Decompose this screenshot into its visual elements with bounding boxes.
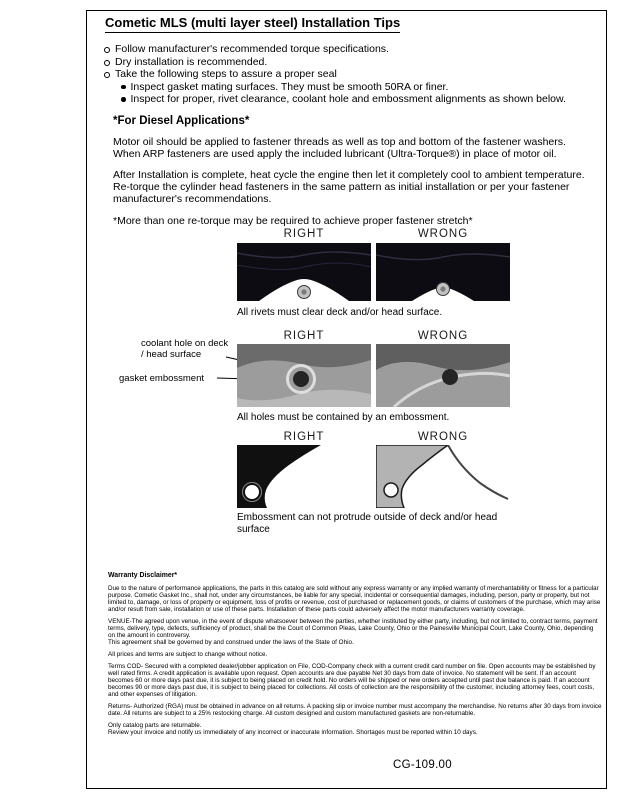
disclaimer-heading: Warranty Disclaimer* — [108, 572, 178, 579]
right-column-header: RIGHT — [283, 431, 325, 443]
diesel-paragraph: *More than one re-torque may be required to achieve proper fastener stretch* — [113, 214, 473, 227]
open-bullet-icon — [104, 60, 110, 66]
embossment-wrong-diagram — [376, 344, 510, 407]
diesel-applications-section — [113, 116, 593, 238]
wrong-column-header: WRONG — [417, 330, 469, 342]
diesel-paragraph: Motor oil should be applied to fastener threads as well as top and bottom of the fastener washers. When ARP fasteners are used apply the included lubricant (Ultra-Torque®) in place of motor oil. — [113, 135, 566, 160]
list-item — [104, 56, 594, 69]
tip-text: Inspect for proper, rivet clearance, coolant hole and embossment alignments as shown below. — [130, 93, 566, 106]
installation-tips-list — [104, 43, 594, 106]
filled-bullet-icon — [121, 97, 126, 102]
open-bullet-icon — [104, 72, 110, 78]
page-title-text: Cometic MLS (multi layer steel) Installation Tips — [105, 15, 400, 33]
diesel-heading: *For Diesel Applications* — [113, 115, 250, 127]
protrusion-right-diagram — [237, 445, 371, 508]
protrusion-caption: Embossment can not protrude outside of deck and/or head surface — [237, 512, 498, 535]
diesel-paragraph: After Installation is complete, heat cycle the engine then let it completely cool to ambient temperature. Re-torque the cylinder head fasteners in the same pattern as initial installation or per your fastener manufacturer's recommendations. — [113, 169, 585, 205]
right-column-header: RIGHT — [283, 330, 325, 342]
filled-bullet-icon — [121, 85, 126, 90]
disclaimer-paragraph: Returns- Authorized (RGA) must be obtained in advance on all returns. A packing slip or invoice number must accompany the merchandise. No returns after 30 days from invoice date. All returns are subject to a 25% restocking charge. All custom designed and custom manufactured gaskets are non-returnable. — [108, 703, 602, 717]
page-title — [105, 15, 400, 30]
disclaimer-paragraph: Due to the nature of performance applications, the parts in this catalog are sold without any express warranty or any implied warranty of merchantability or fitness for a particular purpose. Cometic Gasket Inc., shall not, under any circumstances, be liable for any special, incidental or consequential damages, including, person, party or property, but not limited to, damage, or loss of property or equipment, loss of profits or revenue, cost of purchased or replacement goods, or claims of customers of the purchase, which may arise and/or result from sale, installation or use of these parts. Installation of these parts could adversely affect the motor manufacturers warranty coverage. — [108, 585, 601, 613]
list-item — [121, 93, 594, 106]
embossment-inside-image — [237, 445, 371, 508]
disclaimer-paragraph: Review your invoice and notify us immediately of any incorrect or inaccurate information. Shortages must be reported within 10 days. — [108, 729, 478, 736]
tip-text: Take the following steps to assure a proper seal — [115, 68, 337, 81]
wrong-column-header: WRONG — [417, 228, 469, 240]
tip-text: Dry installation is recommended. — [115, 55, 268, 68]
disclaimer-paragraph: Terms COD- Secured with a completed dealer/jobber application on File, COD-Company check with a current credit card number on file. Open accounts may be established by well rated firms. A credit application is available upon request. Open accounts are due payable Net 30 days from date of invoice. No statement will be sent. If an account becomes 60 or more days past due, it is subject to being placed on credit hold. No orders will be shipped or new orders accepted until past due balance is paid. If an account becomes 90 or more days past due, it is subject to being placed for collections. All costs of collection are the responsibility of the customer, including attorney fees, court costs, and other expenses of litigation. — [108, 663, 596, 698]
list-item — [104, 43, 594, 56]
rivet-caption: All rivets must clear deck and/or head surface. — [237, 307, 443, 318]
disclaimer-paragraph: This agreement shall be governed by and construed under the laws of the State of Ohio. — [108, 639, 354, 646]
hole-not-contained-image — [376, 344, 510, 407]
rivet-clear-image — [237, 243, 371, 301]
wrong-column-header: WRONG — [417, 431, 469, 443]
list-item — [121, 81, 594, 94]
coolant-hole-label: coolant hole on deck / head surface — [141, 338, 229, 360]
embossment-protruding-image — [376, 445, 510, 508]
page-number: CG-109.00 — [393, 759, 452, 771]
open-bullet-icon — [104, 47, 110, 53]
rivet-wrong-diagram — [376, 243, 510, 301]
tip-text: Inspect gasket mating surfaces. They must be smooth 50RA or finer. — [130, 80, 449, 93]
disclaimer-paragraph: All prices and terms are subject to change without notice. — [108, 651, 268, 658]
protrusion-wrong-diagram — [376, 445, 510, 508]
disclaimer-paragraph: VENUE-The agreed upon venue, in the event of dispute whatsoever between the parties, whether instituted by either party, including, but not limited to, contract terms, payment terms, delivery, type, defects, sufficiency of product, shall be the Court of Common Pleas, Lake County, Ohio or the Painesville Municipal Court, Lake County, Ohio, depending on the amount in controversy. — [108, 618, 598, 639]
list-item — [104, 68, 594, 81]
rivet-right-diagram — [237, 243, 371, 301]
warranty-disclaimer — [108, 572, 602, 741]
tip-text: Follow manufacturer's recommended torque specifications. — [115, 43, 389, 55]
holes-caption: All holes must be contained by an embossment. — [237, 412, 450, 423]
right-column-header: RIGHT — [283, 228, 325, 240]
embossment-right-diagram — [237, 344, 371, 407]
disclaimer-paragraph: Only catalog parts are returnable. — [108, 722, 202, 729]
rivet-interference-image — [376, 243, 510, 301]
hole-contained-image — [237, 344, 371, 407]
gasket-embossment-label: gasket embossment — [119, 373, 205, 384]
